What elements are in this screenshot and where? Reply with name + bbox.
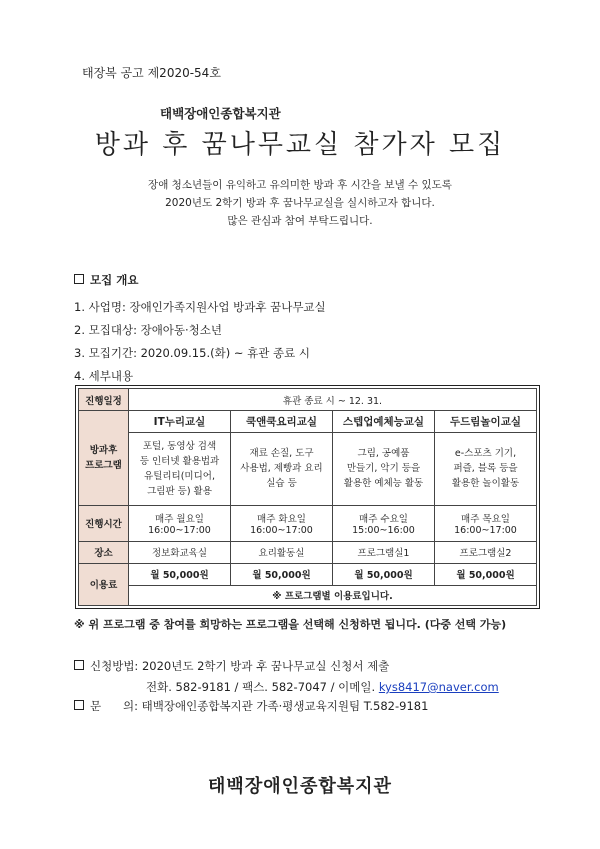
program-time — [231, 505, 333, 541]
section-heading — [74, 272, 138, 288]
table-row — [79, 541, 537, 563]
row-header: 진행시간 — [79, 505, 129, 541]
program-fee: 월 50,000원 — [333, 563, 435, 585]
program-name: 쿡앤쿡요리교실 — [231, 411, 333, 433]
program-name: 두드림놀이교실 — [435, 411, 537, 433]
selection-warning: ※ 위 프로그램 중 참여를 희망하는 프로그램을 선택해 신청하면 됩니다. (다중 선택 가능) — [74, 618, 507, 631]
program-day: 매주 수요일 — [359, 513, 408, 525]
application-info — [74, 656, 499, 698]
table-row — [79, 563, 537, 585]
program-place: 프로그램실1 — [333, 541, 435, 563]
intro-line: 장애 청소년들이 유익하고 유의미한 방과 후 시간을 보낼 수 있도록 — [148, 179, 452, 191]
program-place: 프로그램실2 — [435, 541, 537, 563]
program-time — [333, 505, 435, 541]
program-hours: 16:00~17:00 — [454, 524, 517, 536]
row-header: 이용료 — [79, 563, 129, 605]
program-name: 스텝업예체능교실 — [333, 411, 435, 433]
program-day: 매주 목요일 — [461, 513, 510, 525]
program-hours: 16:00~17:00 — [148, 524, 211, 536]
inquiry-text: 문 의: 태백장애인종합복지관 가족·평생교육지원팀 T.582-9181 — [90, 699, 429, 713]
schedule-value: 휴관 종료 시 ~ 12. 31. — [129, 389, 537, 411]
program-description: 그림, 공예품 만들기, 악기 등을 활용한 예체능 활동 — [333, 433, 435, 505]
program-time — [435, 505, 537, 541]
intro-line: 2020년도 2학기 방과 후 꿈나무교실을 실시하고자 합니다. — [165, 197, 435, 209]
checkbox-square-icon — [74, 660, 84, 670]
email-link[interactable]: kys8417@naver.com — [378, 680, 499, 694]
overview-list — [74, 296, 326, 388]
apply-contact: 전화. 582-9181 / 팩스. 582-7047 / 이메일. — [146, 680, 379, 694]
list-item: 3. 모집기간: 2020.09.15.(화) ~ 휴관 종료 시 — [74, 346, 310, 360]
table-row — [79, 505, 537, 541]
notice-number: 태장복 공고 제2020-54호 — [82, 66, 221, 80]
program-hours: 15:00~16:00 — [352, 524, 415, 536]
checkbox-square-icon — [74, 274, 84, 284]
inquiry-info — [74, 698, 428, 714]
list-item: 4. 세부내용 — [74, 369, 134, 383]
program-description: e-스포츠 기기, 퍼즐, 블록 등을 활용한 놀이활동 — [435, 433, 537, 505]
program-day: 매주 화요일 — [257, 513, 306, 525]
program-description: 포털, 동영상 검색 등 인터넷 활용법과 유틸리티(미디어, 그림판 등) 활용 — [129, 433, 231, 505]
table-row — [79, 433, 537, 505]
table-row — [79, 585, 537, 605]
fee-note: ※ 프로그램별 이용료입니다. — [129, 585, 537, 605]
checkbox-square-icon — [74, 700, 84, 710]
apply-method: 신청방법: 2020년도 2학기 방과 후 꿈나무교실 신청서 제출 — [90, 659, 390, 673]
program-fee: 월 50,000원 — [435, 563, 537, 585]
organization-name: 태백장애인종합복지관 — [160, 106, 281, 121]
program-table — [78, 388, 537, 606]
section-title: 모집 개요 — [90, 273, 139, 287]
table-row — [79, 411, 537, 433]
intro-text — [0, 176, 600, 230]
program-name: IT누리교실 — [129, 411, 231, 433]
list-item: 2. 모집대상: 장애아동·청소년 — [74, 323, 223, 337]
program-day: 매주 월요일 — [155, 513, 204, 525]
program-hours: 16:00~17:00 — [250, 524, 313, 536]
program-time — [129, 505, 231, 541]
intro-line: 많은 관심과 참여 부탁드립니다. — [227, 215, 373, 227]
program-place: 요리활동실 — [231, 541, 333, 563]
row-header: 방과후 프로그램 — [79, 411, 129, 505]
footer-organization: 태백장애인종합복지관 — [208, 776, 392, 797]
program-description: 재료 손질, 도구 사용법, 제빵과 요리 실습 등 — [231, 433, 333, 505]
program-fee: 월 50,000원 — [231, 563, 333, 585]
table-row — [79, 389, 537, 411]
row-header: 진행일정 — [79, 389, 129, 411]
row-header: 장소 — [79, 541, 129, 563]
list-item: 1. 사업명: 장애인가족지원사업 방과후 꿈나무교실 — [74, 300, 326, 314]
program-fee: 월 50,000원 — [129, 563, 231, 585]
program-place: 정보화교육실 — [129, 541, 231, 563]
page-title: 방과 후 꿈나무교실 참가자 모집 — [94, 130, 506, 160]
